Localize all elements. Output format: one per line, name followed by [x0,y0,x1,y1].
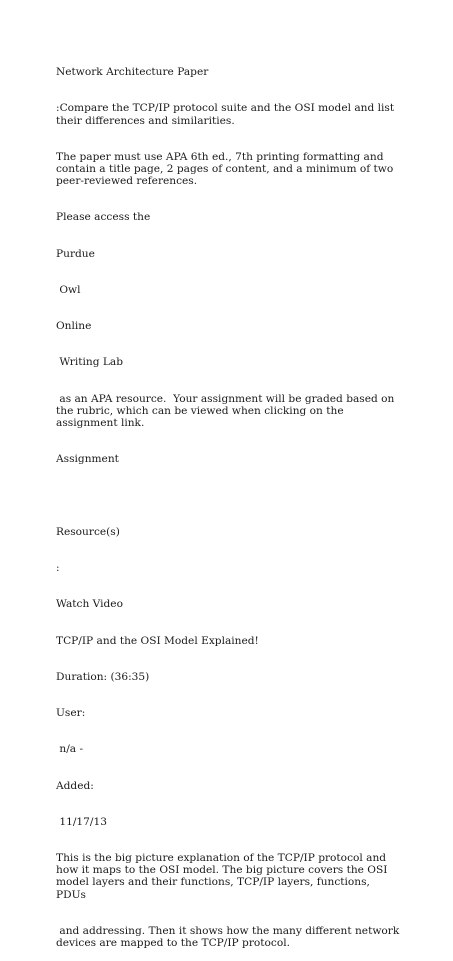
doc-line-purdue: Purdue [56,247,95,260]
doc-line-colon: : [56,562,60,575]
doc-blank-line [56,489,401,501]
doc-line-added-date: 11/17/13 [56,816,107,828]
doc-line-compare: :Compare the TCP/IP protocol suite and the OSI model and list their differences and similarities. [56,102,398,127]
doc-line-owl: Owl [56,283,81,296]
document-body [56,42,401,961]
doc-line-watch-video: Watch Video [56,598,123,611]
doc-line-online: Online [56,320,92,333]
doc-line-apa-resource: as an APA resource. Your assignment will be graded based on the rubric, which can be viewed when clicking on the assignment link. [56,392,398,429]
doc-title: Network Architecture Paper [56,66,209,79]
doc-line-assignment: Assignment [56,453,119,466]
doc-line-resources: Resource(s) [56,525,120,538]
doc-line-video-title: TCP/IP and the OSI Model Explained! [56,634,259,647]
doc-line-apa-requirements: The paper must use APA 6th ed., 7th printing formatting and contain a title page, 2 pages of content, and a minimum of two peer-reviewed references. [56,150,397,188]
doc-line-description: This is the big picture explanation of the TCP/IP protocol and how it maps to the OSI model. The big picture covers the OSI model layers and their functions, TCP/IP layers, functions, PDUs [56,852,391,901]
doc-line-added: Added: [56,779,94,792]
doc-line-writing-lab: Writing Lab [56,356,123,369]
doc-line-please-access: Please access the [56,211,151,224]
doc-line-user-value: n/a - [56,743,84,756]
doc-line-duration: Duration: (36:35) [56,670,150,683]
doc-line-user: User: [56,707,86,720]
doc-line-description-cont: and addressing. Then it shows how the many different network devices are mapped to the TCP/IP protocol. [56,924,403,949]
